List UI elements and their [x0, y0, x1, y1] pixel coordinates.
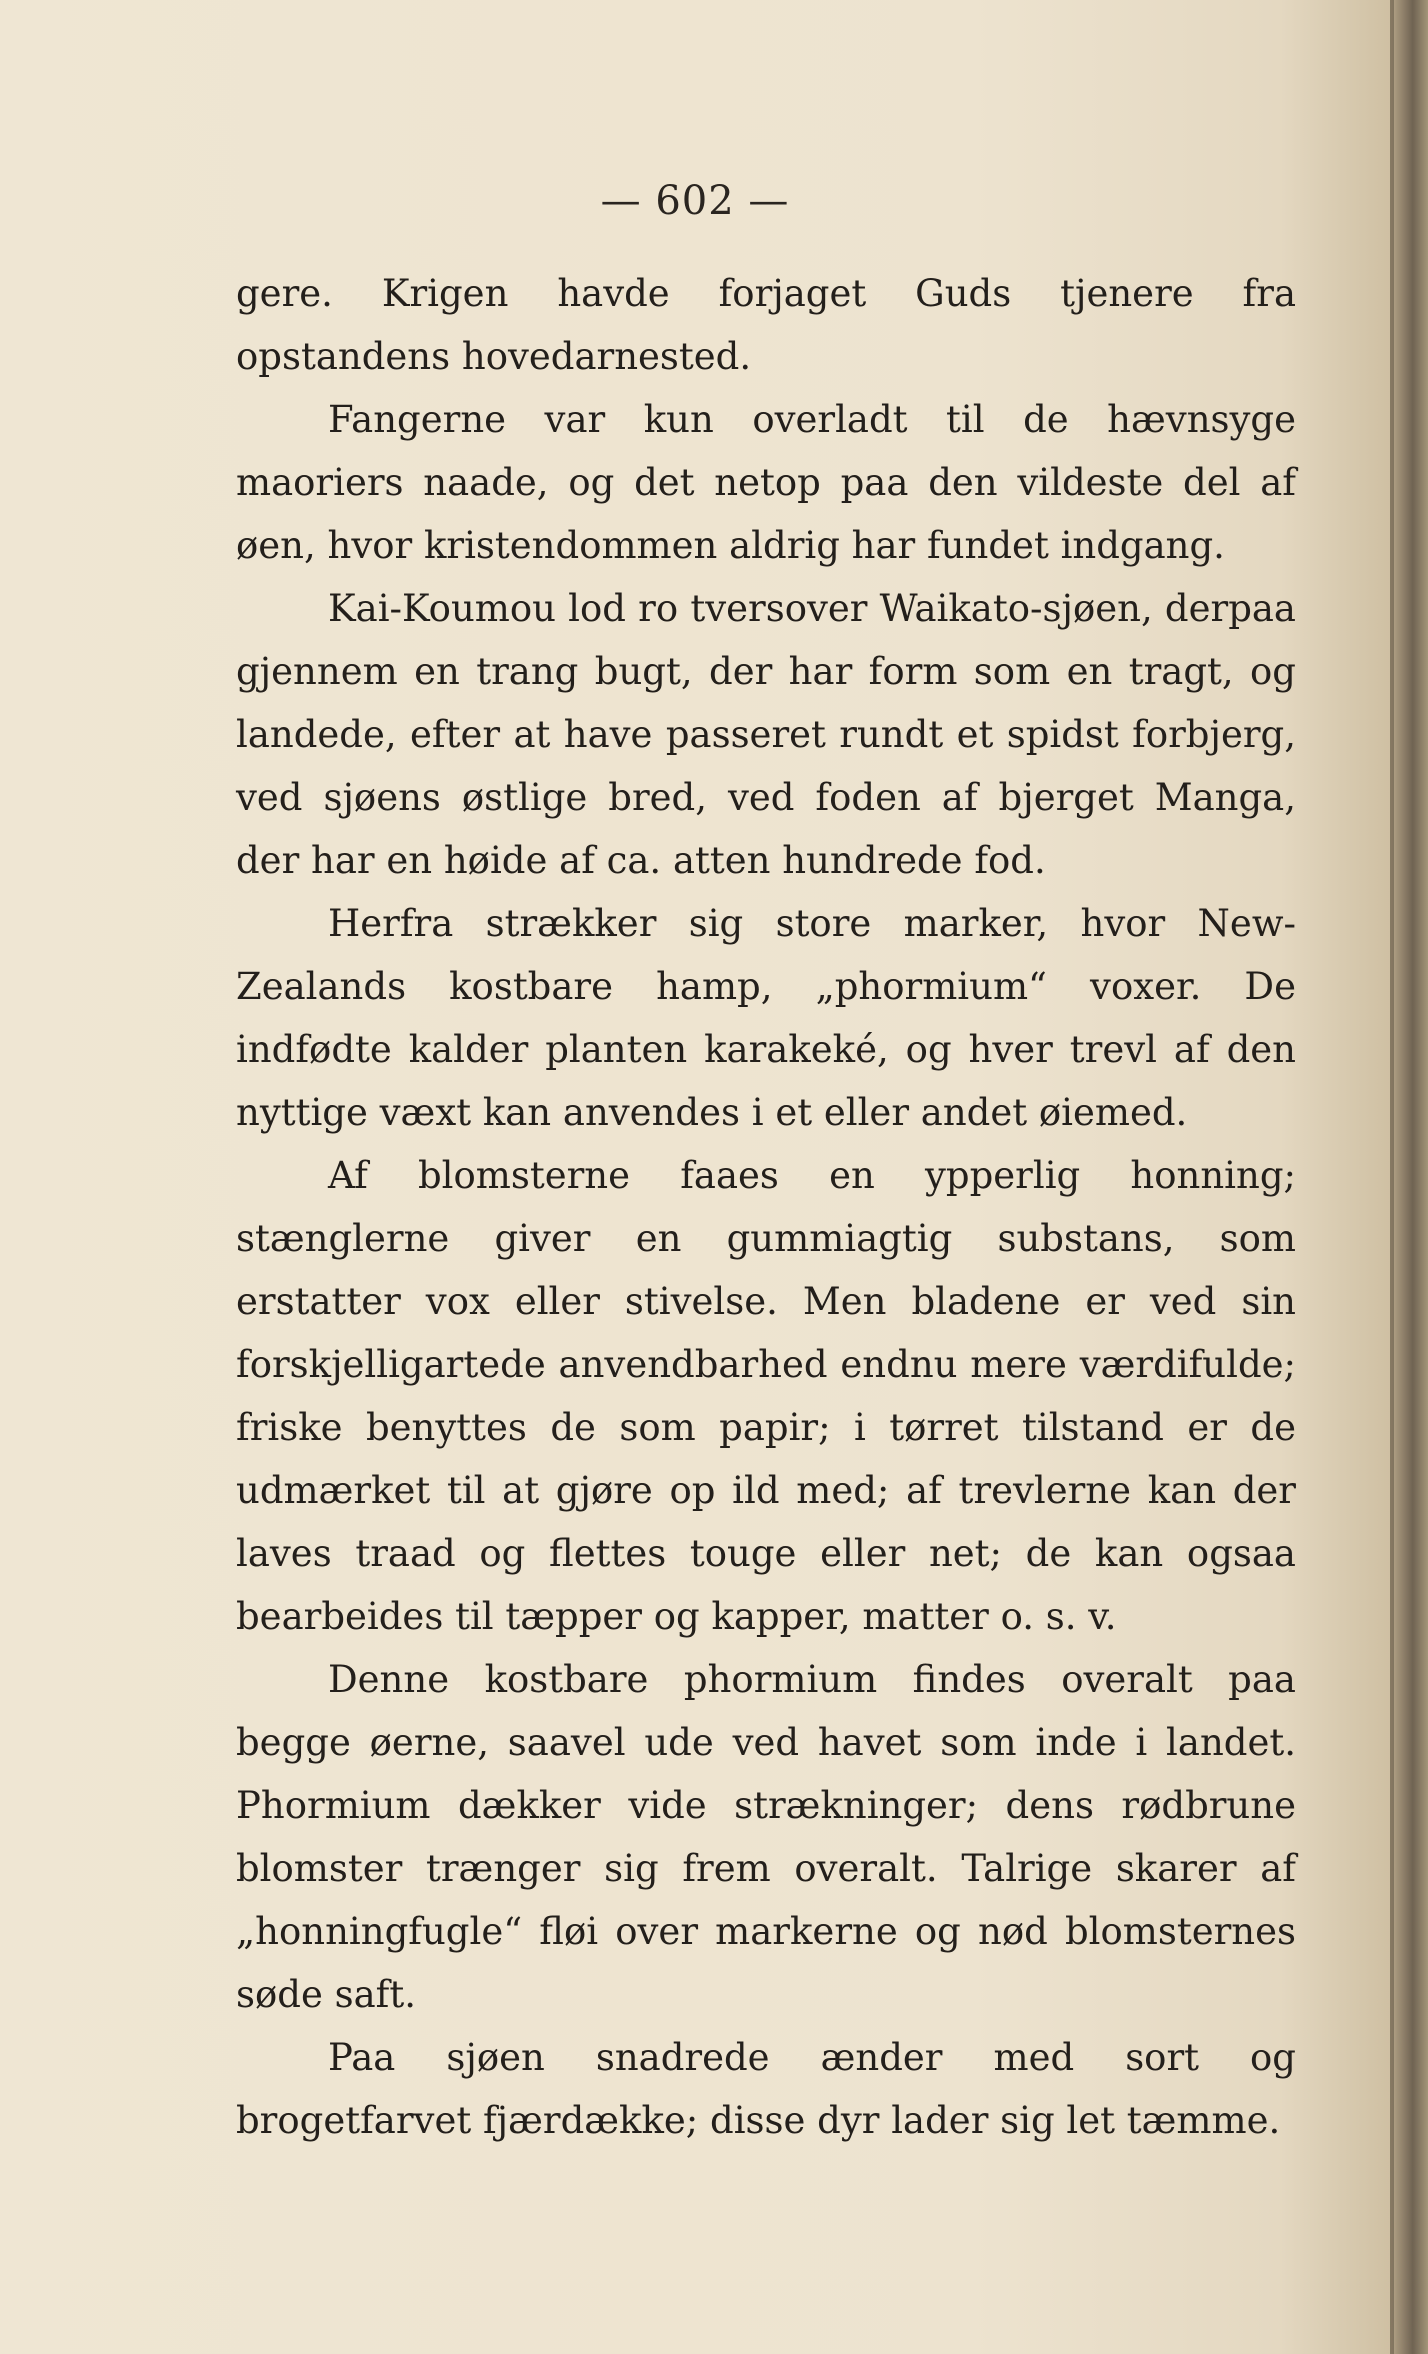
- paragraph: Denne kostbare phormium findes overalt paa begge øerne, saavel ude ved havet som inde i landet. Phormium dækker vide strækninger; dens rødbrune blomster trænger sig frem overalt. Talrige skarer af „honningfugle“ fløi over markerne og nød blomsternes søde saft.: [236, 1658, 1296, 2016]
- paragraph: Af blomsterne faaes en ypperlig honning; stænglerne giver en gummiagtig substans, som erstatter vox eller stivelse. Men bladene er ved sin forskjelligartede anvendbarhed endnu mere værdifulde; friske benyttes de som papir; i tørret tilstand er de udmærket til at gjøre op ild med; af trevlerne kan der laves traad og flettes touge eller net; de kan ogsaa bearbeides til tæpper og kapper, matter o. s. v.: [236, 1154, 1296, 1638]
- page-edge-line: [1390, 0, 1394, 2354]
- paragraph: Fangerne var kun overladt til de hævnsyge maoriers naade, og det netop paa den vildeste del af øen, hvor kristendommen aldrig har fundet indgang.: [236, 398, 1296, 567]
- page-body: [236, 262, 1296, 2152]
- page-number: — 602 —: [600, 178, 790, 224]
- book-gutter-shadow: [1390, 0, 1428, 2354]
- paragraph: Kai-Koumou lod ro tversover Waikato-sjøen, derpaa gjennem en trang bugt, der har form som en tragt, og landede, efter at have passeret rundt et spidst forbjerg, ved sjøens østlige bred, ved foden af bjerget Manga, der har en høide af ca. atten hundrede fod.: [236, 587, 1296, 882]
- paragraph: Herfra strækker sig store marker, hvor New-Zealands kostbare hamp, „phormium“ voxer. De indfødte kalder planten karakeké, og hver trevl af den nyttige væxt kan anvendes i et eller andet øiemed.: [236, 902, 1296, 1134]
- paragraph: Paa sjøen snadrede ænder med sort og brogetfarvet fjærdække; disse dyr lader sig let tæmme.: [236, 2036, 1296, 2142]
- paragraph: gere. Krigen havde forjaget Guds tjenere fra opstandens hovedarnested.: [236, 272, 1296, 378]
